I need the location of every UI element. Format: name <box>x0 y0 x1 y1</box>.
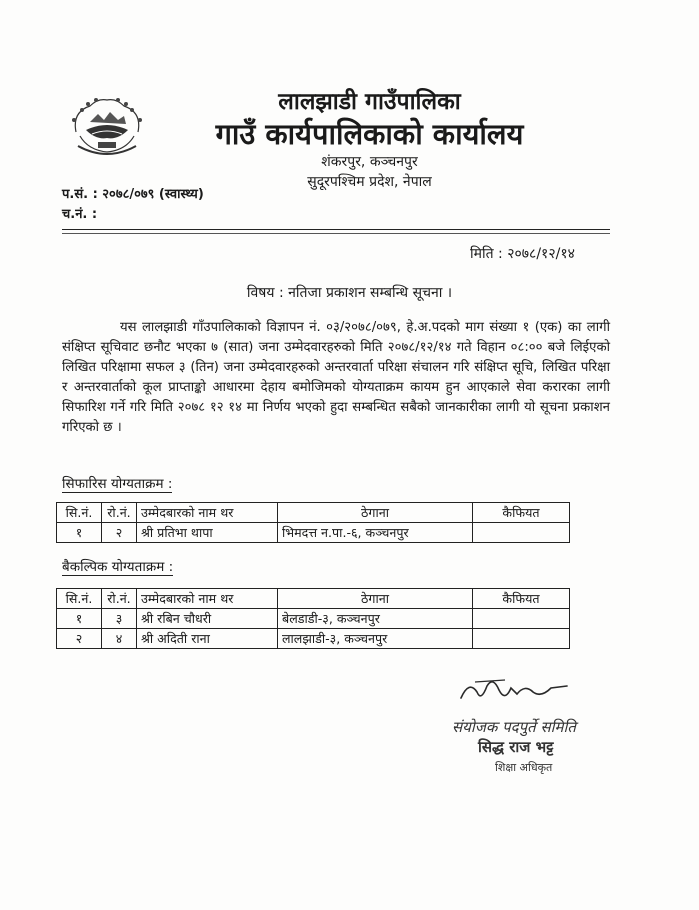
cell-address: बेलडाडी-३, कञ्चनपुर <box>278 609 473 629</box>
col-roll: रो.नं. <box>102 589 137 609</box>
dispatch-number: च.नं. : <box>62 207 98 222</box>
alternate-table <box>56 588 570 649</box>
body-paragraph: यस लालझाडी गाँउपालिकाको विज्ञापन नं. ०३/२०७८/०७९, हे.अ.पदको माग संख्या १ (एक) का लागी संक्षिप्त सूचिवाट छनौट भएका ७ (सात) जना उम्मेदवारहरुको मिति २०७८/१२/१४ गते विहान ०८:०० बजे लिईएको लिखित परिक्षामा सफल ३ (तिन) जना उम्मेदवारहरुको अन्तरवार्ता परिक्षा संचालन गरि संक्षिप्त सूचि, लिखित परिक्षा र अन्तरवार्ताको कूल प्राप्ताङ्को आधारमा देहाय बमोजिमको योग्यताक्रम कायम हुन आएकाले सेवा करारका लागी सिफारिश गर्ने गरि मिति २०७८ १२ १४ मा निर्णय भएको हुदा सम्बन्धित सबैको जानकारीका लागी यो सूचना प्रकाशन गरिएको छ । <box>62 320 610 435</box>
table-header-row <box>57 589 570 609</box>
cell-name: श्री अदिती राना <box>137 629 278 649</box>
table-row <box>57 629 570 649</box>
cell-serial: १ <box>57 523 102 543</box>
notice-body <box>62 318 610 438</box>
table-row <box>57 523 570 543</box>
cell-serial: २ <box>57 629 102 649</box>
col-name: उम्मेदबारको नाम थर <box>137 589 278 609</box>
cell-remarks <box>473 629 570 649</box>
cell-address: भिमदत्त न.पा.-६, कञ्चनपुर <box>278 523 473 543</box>
alternate-title-text: बैकल्पिक योग्यताक्रम : <box>62 559 174 575</box>
alternate-section-title <box>62 557 173 575</box>
col-remarks: कैफियत <box>473 589 570 609</box>
letter-number: प.सं. : २०७८/०७९ (स्वास्थ्य) <box>62 187 204 202</box>
notice-subject: विषय : नतिजा प्रकाशन सम्बन्धि सूचना । <box>246 285 453 301</box>
header-divider-thin <box>62 233 610 234</box>
cell-roll: ३ <box>102 609 137 629</box>
header-divider <box>62 229 610 230</box>
cell-name: श्री रबिन चौधरी <box>137 609 278 629</box>
signatory-title: शिक्षा अधिकृत <box>495 761 553 774</box>
col-name: उम्मेदबारको नाम थर <box>137 503 278 523</box>
office-name: गाउँ कार्यपालिकाको कार्यालय <box>215 117 524 151</box>
col-serial: सि.नं. <box>57 503 102 523</box>
recommended-title-text: सिफारिस योग्यताक्रम : <box>62 476 173 492</box>
signatory-role: संयोजक पदपुर्ते समिति <box>452 718 576 736</box>
col-roll: रो.नं. <box>102 503 137 523</box>
office-place: शंकरपुर, कञ्चनपुर <box>321 154 418 170</box>
notice-date: मिति : २०७८/१२/१४ <box>470 246 575 262</box>
cell-remarks <box>473 523 570 543</box>
signature-scribble <box>455 672 575 710</box>
cell-roll: २ <box>102 523 137 543</box>
office-province: सुदूरपश्चिम प्रदेश, नेपाल <box>307 174 432 190</box>
recommended-table <box>56 502 570 543</box>
table-header-row <box>57 503 570 523</box>
signatory-name: सिद्ध राज भट्ट <box>478 738 554 756</box>
col-remarks: कैफियत <box>473 503 570 523</box>
cell-roll: ४ <box>102 629 137 649</box>
col-serial: सि.नं. <box>57 589 102 609</box>
table-row <box>57 609 570 629</box>
recommended-section-title <box>62 474 172 492</box>
col-address: ठेगाना <box>278 503 473 523</box>
cell-remarks <box>473 609 570 629</box>
cell-serial: १ <box>57 609 102 629</box>
cell-name: श्री प्रतिभा थापा <box>137 523 278 543</box>
col-address: ठेगाना <box>278 589 473 609</box>
municipality-name: लालझाडी गाउँपालिका <box>278 89 461 115</box>
cell-address: लालझाडी-३, कञ्चनपुर <box>278 629 473 649</box>
